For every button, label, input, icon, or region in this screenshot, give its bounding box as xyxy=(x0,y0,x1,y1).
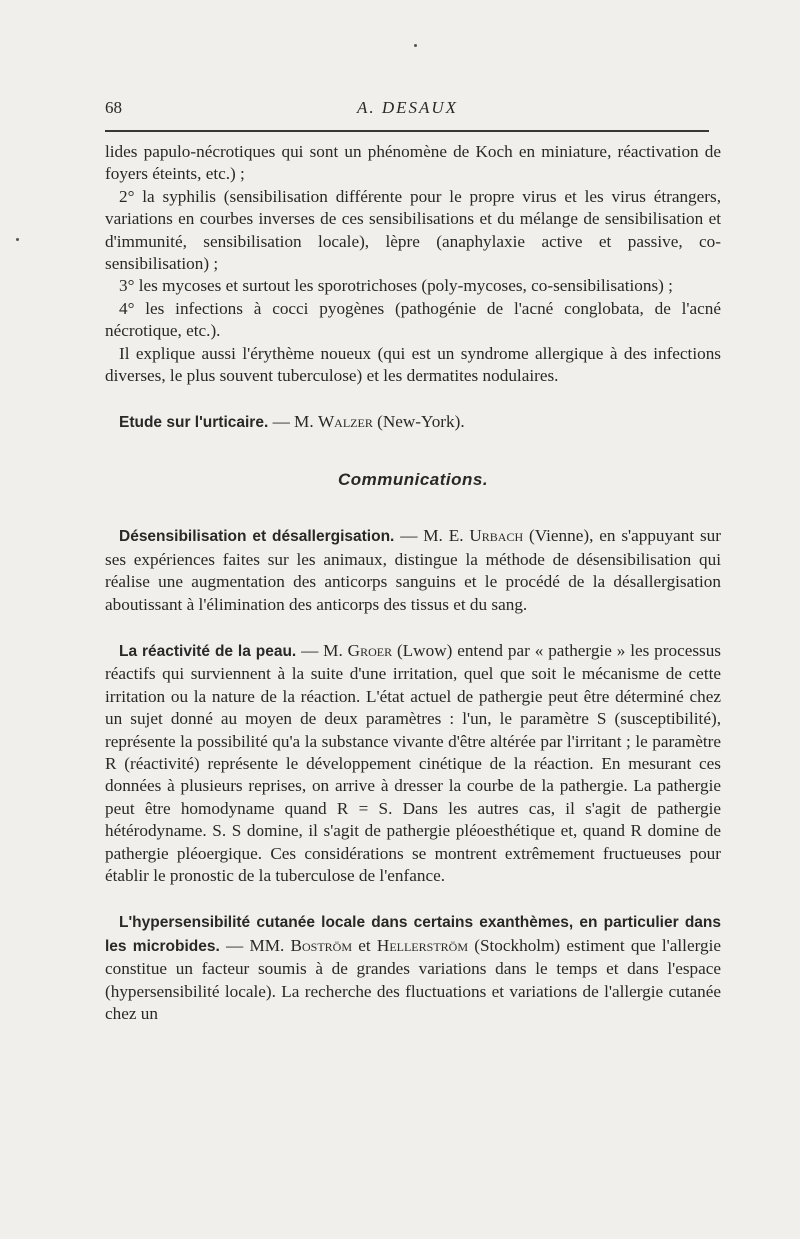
groer-entry: La réactivité de la peau. — M. Groer (Lwow) entend par « pathergie » les processus réactifs qui surviennent à la suite d'une irritation, quel que soit le mécanisme de cette irritation ou la nature de la réaction. L'état actuel de pathergie peut être déterminé chez un sujet donné au moyen de deux paramètres : l'un, le paramètre S (susceptibilité), représente la possibilité qu'a la substance vivante d'être altérée par l'irritant ; le paramètre R (réactivité) représente le développement cinétique de la réaction. En mesurant ces données à plusieurs reprises, on arrive à dresser la courbe de la pathergie. La pathergie peut être homodyname quand R = S. Dans les autres cas, il s'agit de pathergie hétérodyname. S. S domine, il s'agit de pathergie pléoesthétique et, quand R domine de pathergie pléoergique. Ces considérations se montrent extrêmement fructueuses pour établir le pronostic de la tuberculose de l'enfance. xyxy=(105,640,721,885)
top-speck xyxy=(414,44,417,47)
urbach-title: Désensibilisation et désallergisation. xyxy=(119,528,395,546)
paragraph-5: Il explique aussi l'érythème noueux (qui est un syndrome allergique à des infections diverses, le plus souvent tuberculose) et les dermatites nodulaires. xyxy=(105,343,721,386)
walzer-entry: Etude sur l'urticaire. — M. Walzer (New-York). xyxy=(119,412,465,432)
urbach-name: Urbach xyxy=(469,526,524,546)
section-title: Communications. xyxy=(337,469,489,489)
bostrom-entry: L'hypersensibilité cutanée locale dans certains exanthèmes, en particulier dans les microbides. — MM. Boström et Hellerström (Stockholm) estiment que l'allergie constitue un facteur soumis à de grandes variations dans le temps et dans l'espace (hypersensibilité locale). La recherche des fluctuations et variations de l'allergie cutanée chez un xyxy=(105,914,721,1023)
paragraph-2: 2° la syphilis (sensibilisation différente pour le propre virus et les virus étrangers, variations en courbes inverses de ces sensibilisations et du mélange de sensibilisation et d'immunité, sensibilisation locale), lèpre (anaphylaxie active et passive, co-sensibilisation) ; xyxy=(105,186,721,274)
header-rule xyxy=(105,130,709,132)
paragraph-1: lides papulo-nécrotiques qui sont un phénomène de Koch en miniature, réactivation de foyers éteints, etc.) ; xyxy=(105,142,721,184)
groer-name: Groer xyxy=(347,640,393,660)
running-author: A. DESAUX xyxy=(356,98,459,117)
groer-title: La réactivité de la peau. xyxy=(119,642,297,660)
walzer-title: Etude sur l'urticaire. xyxy=(119,414,269,432)
page-number: 68 xyxy=(105,98,122,117)
paragraph-4: 4° les infections à cocci pyogènes (pathogénie de l'acné conglobata, de l'acné nécrotique, etc.). xyxy=(105,298,721,341)
body-text xyxy=(105,141,721,1025)
margin-speck xyxy=(16,238,19,241)
hellerstrom-name: Hellerström xyxy=(376,935,468,955)
urbach-entry: Désensibilisation et désallergisation. — M. E. Urbach (Vienne), en s'appuyant sur ses expériences faites sur les animaux, distingue la méthode de désensibilisation qui réalise une augmentation des anticorps sanguins et le procédé de la désallergisation aboutissant à l'élimination des anticorps des tissus et du sang. xyxy=(105,526,721,614)
bostrom-title: L'hypersensibilité cutanée locale dans certains exanthèmes, en particulier dans les microbides. xyxy=(105,914,721,955)
running-header xyxy=(105,98,710,124)
bostrom-name: Boström xyxy=(290,935,353,955)
walzer-name: Walzer xyxy=(317,412,373,432)
paragraph-3: 3° les mycoses et surtout les sporotrichoses (poly-mycoses, co-sensibilisations) ; xyxy=(119,276,673,296)
